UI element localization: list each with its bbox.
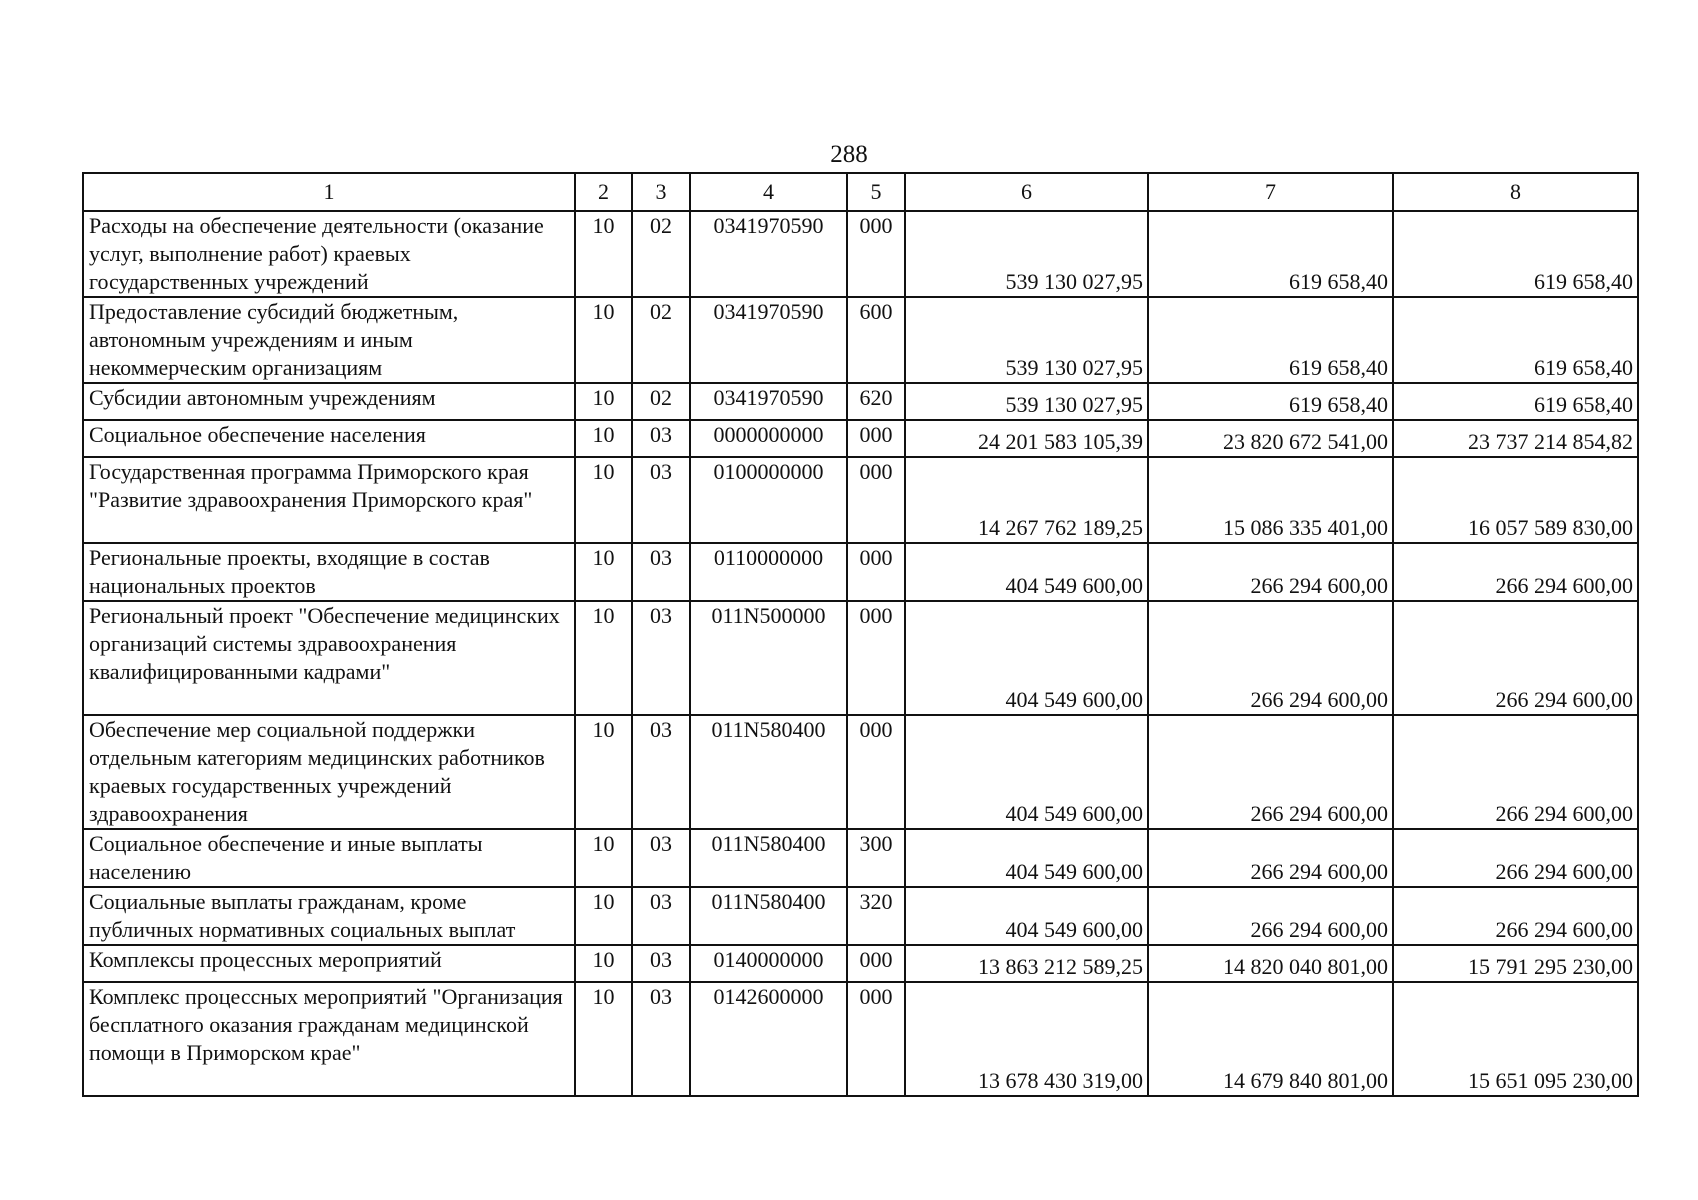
budget-table	[82, 172, 1639, 1097]
table-row	[83, 420, 1638, 457]
row-expense-type-code: 000	[847, 543, 905, 601]
row-subsection-code: 03	[632, 601, 690, 715]
column-header-7: 7	[1148, 173, 1393, 211]
row-expense-type-code: 000	[847, 211, 905, 297]
row-target-code: 0341970590	[690, 211, 847, 297]
row-subsection-code: 03	[632, 887, 690, 945]
row-amount-8: 619 658,40	[1393, 297, 1638, 383]
row-subsection-code: 02	[632, 383, 690, 420]
row-name: Комплекс процессных мероприятий "Организация бесплатного оказания гражданам медицинской помощи в Приморском крае"	[83, 982, 575, 1096]
column-header-8: 8	[1393, 173, 1638, 211]
row-subsection-code: 03	[632, 982, 690, 1096]
row-amount-7: 23 820 672 541,00	[1148, 420, 1393, 457]
row-target-code: 0142600000	[690, 982, 847, 1096]
row-amount-8: 266 294 600,00	[1393, 543, 1638, 601]
row-expense-type-code: 000	[847, 982, 905, 1096]
row-subsection-code: 02	[632, 297, 690, 383]
row-section-code: 10	[575, 420, 632, 457]
row-amount-8: 266 294 600,00	[1393, 829, 1638, 887]
row-amount-8: 619 658,40	[1393, 383, 1638, 420]
row-amount-6: 13 863 212 589,25	[905, 945, 1148, 982]
row-section-code: 10	[575, 211, 632, 297]
row-expense-type-code: 620	[847, 383, 905, 420]
column-header-4: 4	[690, 173, 847, 211]
table-row	[83, 715, 1638, 829]
row-target-code: 011N580400	[690, 887, 847, 945]
row-expense-type-code: 600	[847, 297, 905, 383]
table-row	[83, 982, 1638, 1096]
row-expense-type-code: 000	[847, 457, 905, 543]
row-section-code: 10	[575, 297, 632, 383]
table-row	[83, 601, 1638, 715]
row-amount-7: 266 294 600,00	[1148, 715, 1393, 829]
row-amount-6: 404 549 600,00	[905, 887, 1148, 945]
row-section-code: 10	[575, 543, 632, 601]
row-expense-type-code: 300	[847, 829, 905, 887]
column-numbers-row	[83, 173, 1638, 211]
column-header-6: 6	[905, 173, 1148, 211]
row-amount-8: 15 651 095 230,00	[1393, 982, 1638, 1096]
row-amount-6: 404 549 600,00	[905, 829, 1148, 887]
table-row	[83, 297, 1638, 383]
row-target-code: 0100000000	[690, 457, 847, 543]
row-section-code: 10	[575, 383, 632, 420]
row-subsection-code: 03	[632, 945, 690, 982]
table-row	[83, 457, 1638, 543]
row-expense-type-code: 000	[847, 601, 905, 715]
row-expense-type-code: 320	[847, 887, 905, 945]
row-amount-7: 266 294 600,00	[1148, 887, 1393, 945]
row-section-code: 10	[575, 715, 632, 829]
row-section-code: 10	[575, 945, 632, 982]
row-expense-type-code: 000	[847, 420, 905, 457]
row-amount-8: 23 737 214 854,82	[1393, 420, 1638, 457]
table-row	[83, 829, 1638, 887]
row-target-code: 0341970590	[690, 383, 847, 420]
row-amount-6: 539 130 027,95	[905, 383, 1148, 420]
row-expense-type-code: 000	[847, 945, 905, 982]
row-amount-7: 266 294 600,00	[1148, 829, 1393, 887]
page-number: 288	[830, 141, 868, 168]
row-target-code: 011N580400	[690, 715, 847, 829]
row-amount-7: 619 658,40	[1148, 297, 1393, 383]
row-amount-7: 266 294 600,00	[1148, 543, 1393, 601]
row-subsection-code: 03	[632, 457, 690, 543]
row-subsection-code: 03	[632, 829, 690, 887]
row-name: Региональные проекты, входящие в состав национальных проектов	[83, 543, 575, 601]
row-name: Предоставление субсидий бюджетным, автономным учреждениям и иным некоммерческим организациям	[83, 297, 575, 383]
row-name: Государственная программа Приморского края "Развитие здравоохранения Приморского края"	[83, 457, 575, 543]
row-target-code: 0341970590	[690, 297, 847, 383]
table-row	[83, 887, 1638, 945]
row-name: Субсидии автономным учреждениям	[83, 383, 575, 420]
row-amount-8: 16 057 589 830,00	[1393, 457, 1638, 543]
row-amount-6: 539 130 027,95	[905, 297, 1148, 383]
row-expense-type-code: 000	[847, 715, 905, 829]
row-amount-8: 266 294 600,00	[1393, 715, 1638, 829]
row-target-code: 0000000000	[690, 420, 847, 457]
row-target-code: 0140000000	[690, 945, 847, 982]
table-row	[83, 543, 1638, 601]
row-amount-6: 539 130 027,95	[905, 211, 1148, 297]
row-amount-8: 619 658,40	[1393, 211, 1638, 297]
row-amount-7: 14 820 040 801,00	[1148, 945, 1393, 982]
row-subsection-code: 03	[632, 543, 690, 601]
row-amount-6: 404 549 600,00	[905, 715, 1148, 829]
row-subsection-code: 03	[632, 715, 690, 829]
table-row	[83, 945, 1638, 982]
row-amount-6: 404 549 600,00	[905, 543, 1148, 601]
row-subsection-code: 02	[632, 211, 690, 297]
row-name: Обеспечение мер социальной поддержки отдельным категориям медицинских работников краевых государственных учреждений здравоохранения	[83, 715, 575, 829]
row-amount-6: 404 549 600,00	[905, 601, 1148, 715]
row-amount-8: 266 294 600,00	[1393, 601, 1638, 715]
column-header-1: 1	[83, 173, 575, 211]
row-amount-7: 15 086 335 401,00	[1148, 457, 1393, 543]
row-section-code: 10	[575, 982, 632, 1096]
column-header-3: 3	[632, 173, 690, 211]
row-target-code: 0110000000	[690, 543, 847, 601]
table-row	[83, 211, 1638, 297]
row-section-code: 10	[575, 601, 632, 715]
table-row	[83, 383, 1638, 420]
row-amount-7: 14 679 840 801,00	[1148, 982, 1393, 1096]
row-subsection-code: 03	[632, 420, 690, 457]
row-amount-7: 266 294 600,00	[1148, 601, 1393, 715]
row-name: Региональный проект "Обеспечение медицинских организаций системы здравоохранения квалифицированными кадрами"	[83, 601, 575, 715]
row-section-code: 10	[575, 887, 632, 945]
row-target-code: 011N580400	[690, 829, 847, 887]
row-amount-8: 266 294 600,00	[1393, 887, 1638, 945]
row-amount-7: 619 658,40	[1148, 211, 1393, 297]
row-name: Социальные выплаты гражданам, кроме публичных нормативных социальных выплат	[83, 887, 575, 945]
column-header-5: 5	[847, 173, 905, 211]
row-amount-6: 14 267 762 189,25	[905, 457, 1148, 543]
row-name: Расходы на обеспечение деятельности (оказание услуг, выполнение работ) краевых государственных учреждений	[83, 211, 575, 297]
row-name: Социальное обеспечение населения	[83, 420, 575, 457]
row-amount-6: 24 201 583 105,39	[905, 420, 1148, 457]
row-name: Комплексы процессных мероприятий	[83, 945, 575, 982]
row-amount-7: 619 658,40	[1148, 383, 1393, 420]
row-amount-8: 15 791 295 230,00	[1393, 945, 1638, 982]
row-section-code: 10	[575, 829, 632, 887]
row-name: Социальное обеспечение и иные выплаты населению	[83, 829, 575, 887]
row-target-code: 011N500000	[690, 601, 847, 715]
column-header-2: 2	[575, 173, 632, 211]
row-section-code: 10	[575, 457, 632, 543]
row-amount-6: 13 678 430 319,00	[905, 982, 1148, 1096]
